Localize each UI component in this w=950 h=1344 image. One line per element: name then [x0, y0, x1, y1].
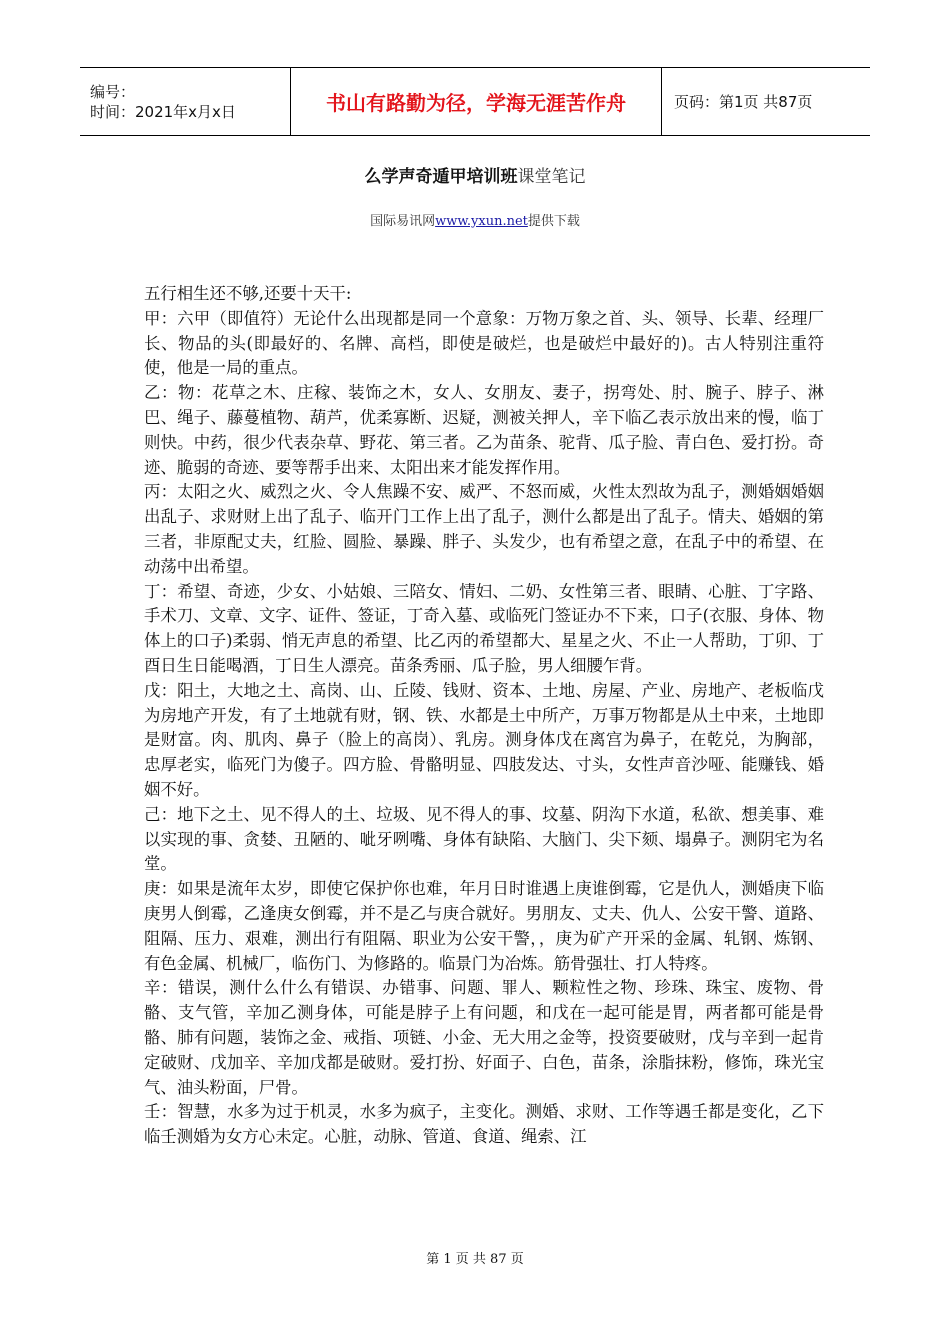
source-line	[0, 210, 950, 229]
header-page-info: 页码：第1页 共87页	[662, 68, 871, 136]
header-table	[80, 67, 870, 136]
document-title-bold: 么学声奇遁甲培训班	[364, 167, 518, 187]
document-title	[0, 162, 950, 187]
source-suffix: 提供下载	[527, 214, 580, 229]
source-prefix: 国际易讯网	[370, 214, 436, 229]
body-text	[144, 282, 824, 1150]
document-title-light: 课堂笔记	[517, 167, 586, 187]
paragraph: 壬：智慧，水多为过于机灵，水多为疯子，主变化。测婚、求财、工作等遇壬都是变化，乙下临壬测婚为女方心未定。心脏，动脉、管道、食道、绳索、江	[144, 1102, 824, 1147]
paragraph: 己：地下之土、见不得人的土、垃圾、见不得人的事、坟墓、阴沟下水道，私欲、想美事、难以实现的事、贪婪、丑陋的、呲牙咧嘴、身体有缺陷、大脑门、尖下颏、塌鼻子。测阴宅为名堂。	[144, 804, 824, 874]
doc-time-label: 时间：2021年x月x日	[90, 102, 236, 121]
paragraph: 辛：错误，测什么什么有错误、办错事、问题、罪人、颗粒性之物、珍珠、珠宝、废物、骨骼、支气管，辛加乙测身体，可能是脖子上有问题，和戊在一起可能是胃，两者都可能是骨骼、肺有问题，装饰之金、戒指、项链、小金、无大用之金等，投资要破财，戊与辛到一起肯定破财、戊加辛、辛加戊都是破财。爱打扮、好面子、白色，苗条，涂脂抹粉，修饰，珠光宝气、油头粉面，尸骨。	[144, 978, 824, 1097]
source-link[interactable]: www.yxun.net	[435, 214, 528, 229]
doc-number-label: 编号：	[90, 82, 136, 101]
paragraph: 五行相生还不够,还要十天干:	[144, 284, 352, 303]
header-left-cell	[80, 68, 291, 136]
paragraph: 丙：太阳之火、威烈之火、令人焦躁不安、威严、不怒而威，火性太烈故为乱子，测婚姻婚姻出乱子、求财财上出了乱子、临开门工作上出了乱子，测什么都是出了乱子。情夫、婚姻的第三者，非原配丈夫，红脸、圆脸、暴躁、胖子、头发少，也有希望之意，在乱子中的希望、在动荡中出希望。	[144, 482, 824, 576]
paragraph: 乙：物：花草之木、庄稼、装饰之木，女人、女朋友、妻子，拐弯处、肘、腕子、脖子、淋巴、绳子、藤蔓植物、葫芦，优柔寡断、迟疑，测被关押人，辛下临乙表示放出来的慢，临丁则快。中药，很少代表杂草、野花、第三者。乙为苗条、驼背、瓜子脸、青白色、爱打扮。奇迹、脆弱的奇迹、要等帮手出来、太阳出来才能发挥作用。	[144, 383, 824, 477]
paragraph: 丁：希望、奇迹，少女、小姑娘、三陪女、情妇、二奶、女性第三者、眼睛、心脏、丁字路、手术刀、文章、文字、证件、签证，丁奇入墓、或临死门签证办不下来，口子(衣服、身体、物体上的口子)柔弱、悄无声息的希望、比乙丙的希望都大、星星之火、不止一人帮助，丁卯、丁酉日生日能喝酒，丁日生人漂亮。苗条秀丽、瓜子脸，男人细腰乍背。	[144, 581, 824, 675]
paragraph: 庚：如果是流年太岁，即使它保护你也难，年月日时谁遇上庚谁倒霉，它是仇人，测婚庚下临庚男人倒霉，乙逢庚女倒霉，并不是乙与庚合就好。男朋友、丈夫、仇人、公安干警、道路、阻隔、压力、艰难，测出行有阻隔、职业为公安干警，，庚为矿产开采的金属、轧钢、炼钢、有色金属、机械厂，临伤门、为修路的。临景门为冶炼。筋骨强壮、打人特疼。	[144, 879, 824, 973]
page-footer: 第 1 页 共 87 页	[426, 1252, 524, 1267]
paragraph: 戊：阳土，大地之土、高岗、山、丘陵、钱财、资本、土地、房屋、产业、房地产、老板临戊为房地产开发，有了土地就有财，钢、铁、水都是土中所产，万事万物都是从土中来，土地即是财富。肉、肌肉、鼻子（脸上的高岗）、乳房。测身体戊在离宫为鼻子，在乾兑，为胸部，忠厚老实，临死门为傻子。四方脸、骨骼明显、四肢发达、寸头，女性声音沙哑、能赚钱、婚姻不好。	[144, 680, 824, 799]
paragraph: 甲：六甲（即值符）无论什么出现都是同一个意象：万物万象之首、头、领导、长辈、经理厂长、物品的头(即最好的、名牌、高档，即使是破烂，也是破烂中最好的)。古人特别注重符使，他是一局的重点。	[144, 308, 824, 378]
header-motto: 书山有路勤为径，学海无涯苦作舟	[291, 68, 662, 136]
